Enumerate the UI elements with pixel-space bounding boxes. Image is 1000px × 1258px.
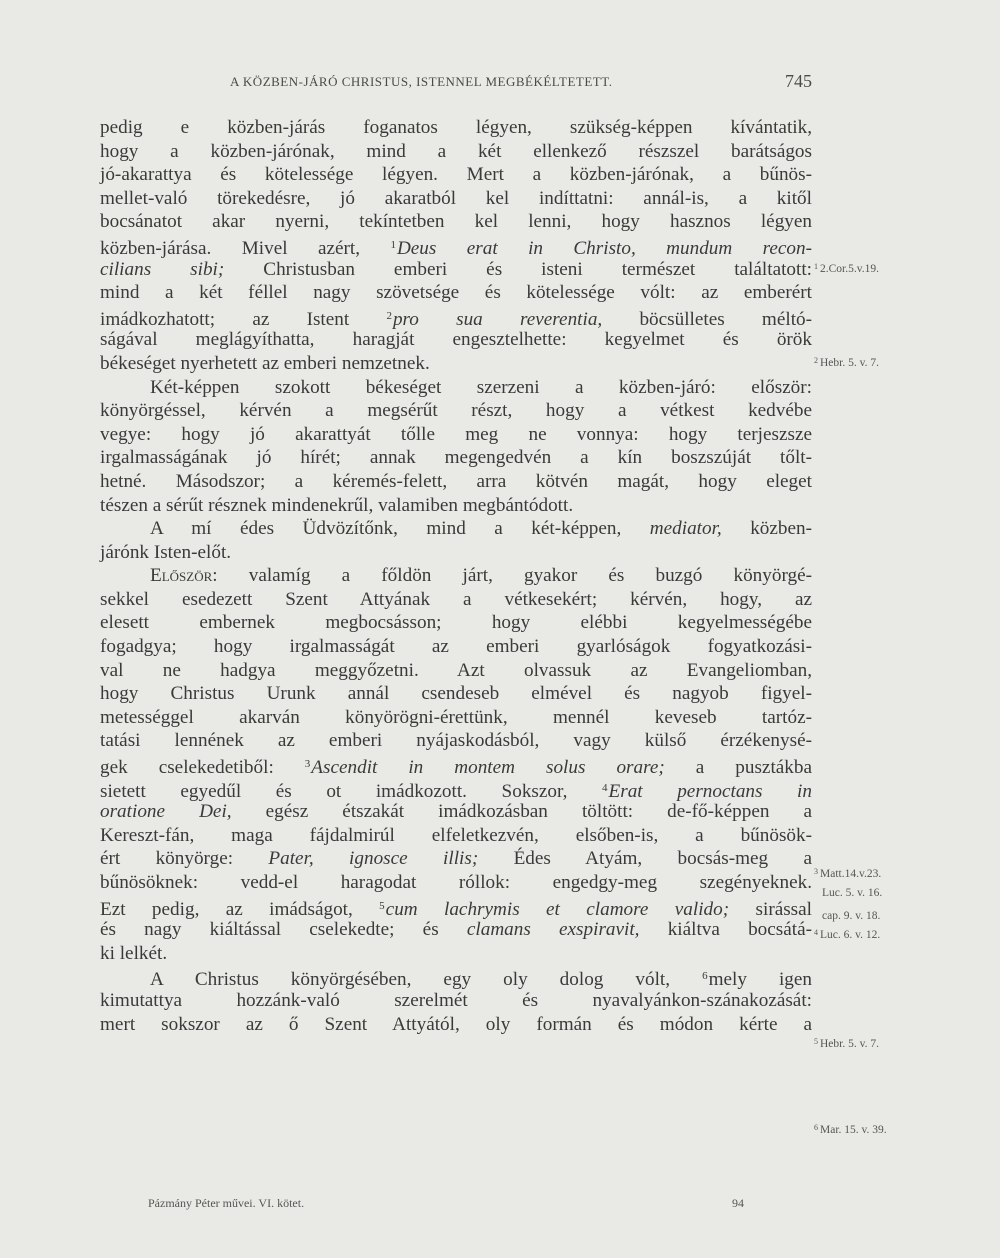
text-line: A Christus könyörgésében, egy oly dolog vólt, $^6$mely igen xyxy=(150,969,813,991)
text-line: val ne hadgya meggyőzetni. Azt olvassuk az Evangeliomban, xyxy=(100,659,812,681)
text-line: hogy Christus Urunk annál csendeseb elmével és nagyob figyel- xyxy=(100,683,812,705)
footnote-mark: 1 xyxy=(390,238,396,251)
footnote-mark: 4 xyxy=(602,781,608,794)
text-line: fogadgya; hogy irgalmasságát az emberi gyarlóságok fogyatkozási- xyxy=(100,636,812,658)
running-title: A KÖZBEN-JÁRÓ CHRISTUS, ISTENNEL MEGBÉKÉLTETETT. xyxy=(230,74,613,89)
text-line: cilians sibi; Christusban emberi és isteni természet találtatott: xyxy=(100,258,812,280)
margin-note: $^5$ Hebr. 5. v. 7. xyxy=(814,1037,879,1050)
text-line: gek cselekedetiből: $^3$Ascendit in montem solus orare; a pusztákba xyxy=(100,757,812,779)
text-line: vegye: hogy jó akarattyát tőlle meg ne vonnya: hogy terjeszsze xyxy=(100,423,812,445)
footnote-mark: 3 xyxy=(304,758,311,771)
text-line: elesett embernek megbocsásson; hogy elébbi kegyelmességébe xyxy=(100,612,812,634)
page-footer xyxy=(148,1196,808,1216)
text-line: imádkozhatott; az Istent $^2$pro sua reverentia, böcsülletes méltó- xyxy=(100,308,813,330)
text-line: tatási lennének az emberi nyájaskodásból, vagy külső érzékenysé- xyxy=(100,730,812,752)
text-line: bocsánatot akar nyerni, tekíntetben kel lenni, hogy hasznos légyen xyxy=(100,211,812,233)
text-line: oratione Dei, egész étszakát imádkozásban töltött: de-fő-képpen a xyxy=(100,801,813,823)
text-line: Először: valamíg a főldön járt, gyakor és buzgó könyörgé- xyxy=(150,565,812,587)
text-line: közben-járása. Mivel azért, $^1$Deus erat in Christo, mundum recon- xyxy=(100,237,813,259)
margin-note: cap. 9. v. 18. xyxy=(822,910,881,922)
signature-number: 94 xyxy=(732,1196,744,1210)
text-line: ért könyörge: Pater, ignosce illis; Édes Atyám, bocsás-meg a xyxy=(100,848,812,870)
text-line: metességgel akarván könyörögni-érettünk, mennél keveseb tartóz- xyxy=(100,706,812,728)
text-line: és nagy kiáltással cselekedte; és clamans exspiravit, kiáltva bocsátá- xyxy=(100,919,813,941)
text-line: irgalmasságának jó hírét; annak megengedvén a kín boszszúját tőlt- xyxy=(100,447,812,469)
footer-imprint: Pázmány Péter művei. VI. kötet. xyxy=(148,1196,305,1210)
margin-note: Luc. 5. v. 16. xyxy=(822,887,883,899)
footnote-mark: 6 xyxy=(702,970,708,983)
margin-note: $^1$ 2.Cor.5.v.19. xyxy=(814,262,879,275)
text-line: ságával meglágyíthatta, haragját engesztelhette: kegyelmet és örök xyxy=(100,329,812,351)
text-line: Kereszt-fán, maga fájdalmirúl elfeletkezvén, elsőben-is, a bűnösök- xyxy=(100,824,812,846)
text-line: tészen a sérűt résznek mindenekrűl, valamiben megbántódott. xyxy=(100,494,574,516)
margin-note: $^4$ Luc. 6. v. 12. xyxy=(814,928,881,941)
text-line: könyörgéssel, kérvén a megsérűt részt, hogy a vétkest kedvébe xyxy=(100,400,812,422)
text-line: hetné. Másodszor; a kéremés-felett, arra kötvén magát, hogy eleget xyxy=(100,470,812,492)
text-line: békeséget nyerhetett az emberi nemzetnek. xyxy=(100,352,430,374)
text-line: bűnösöknek: vedd-el haragodat róllok: engedgy-meg szegényeknek. xyxy=(100,872,812,893)
text-line: jó-akarattya és kötelessége légyen. Mert a közben-járónak, a bűnös- xyxy=(100,164,812,186)
page-number: 745 xyxy=(785,71,812,91)
margin-note: $^6$ Mar. 15. v. 39. xyxy=(814,1123,887,1136)
footnote-mark: 2 xyxy=(386,309,392,322)
text-line: kimutattya hozzánk-való szerelmét és nyavalyánkon-szánakozását: xyxy=(100,989,812,1011)
running-head xyxy=(100,71,812,96)
text-line: mind a két féllel nagy szövetsége és kötelessége vólt: az emberért xyxy=(100,282,812,304)
text-line: sietett egyedűl és ot imádkozott. Sokszor, $^4$Erat pernoctans in xyxy=(100,780,812,802)
text-line: járónk Isten-előt. xyxy=(100,541,232,563)
margin-note: $^3$ Matt.14.v.23. xyxy=(814,867,882,880)
footnote-mark: 5 xyxy=(379,899,385,912)
margin-notes xyxy=(812,0,1000,1258)
margin-note: $^2$ Hebr. 5. v. 7. xyxy=(814,356,879,369)
text-line: ki lelkét. xyxy=(100,942,168,964)
text-line: pedig e közben-járás foganatos légyen, szükség-képpen kívántatik, xyxy=(100,117,812,138)
text-line: mert sokszor az ő Szent Attyától, oly formán és módon kérte a xyxy=(100,1013,812,1035)
text-line: A mí édes Üdvözítőnk, mind a két-képpen, mediator, közben- xyxy=(150,518,813,540)
text-line: Ezt pedig, az imádságot, $^5$cum lachrymis et clamore valido; sirással xyxy=(100,898,813,920)
text-line: sekkel esedezett Szent Attyának a vétkesekért; kérvén, hogy, az xyxy=(100,588,812,610)
text-line: mellet-való törekedésre, jó akaratból kel indíttatni: annál-is, a kitől xyxy=(100,187,812,209)
text-line: Két-képpen szokott békeséget szerzeni a közben-járó: először: xyxy=(150,376,812,398)
text-line: hogy a közben-járónak, mind a két ellenkező részszel barátságos xyxy=(100,140,812,162)
body-text xyxy=(100,116,812,1036)
